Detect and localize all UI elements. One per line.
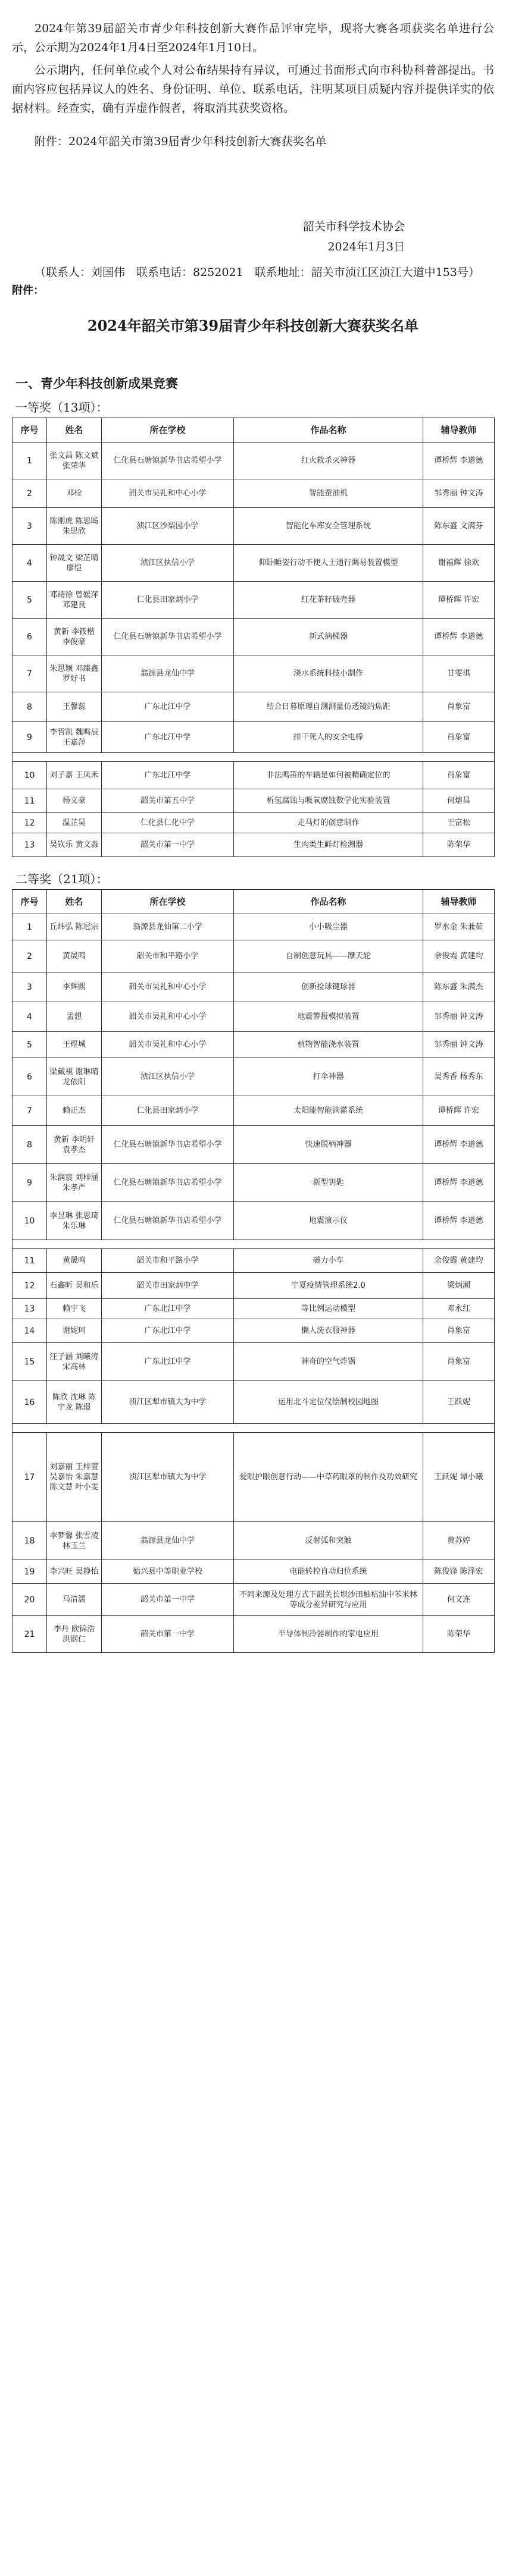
cell-no: 7 [13,655,47,692]
cell-teacher: 邹秀丽 钟文涛 [423,1002,495,1032]
cell-teacher: 肖象富 [423,762,495,789]
cell-teacher: 罗水金 朱兼茹 [423,914,495,940]
cell-school: 仁化县石塘镇新华书店希望小学 [102,1202,234,1240]
cell-teacher: 王跃妮 谭小曦 [423,1433,495,1522]
table-row [13,1164,495,1202]
cell-school: 韶关市吴礼和中心小学 [102,1032,234,1058]
table-row [13,762,495,789]
cell-work: 等比例运动模型 [234,1299,423,1319]
cell-school: 韶关市第五中学 [102,789,234,813]
table-row [13,443,495,479]
header-no: 序号 [13,890,47,914]
cell-work: 自制创意玩具——摩天轮 [234,940,423,972]
cell-work: 智能蚕油机 [234,479,423,508]
cell-work: 宇夏疫情管理系统2.0 [234,1273,423,1299]
sign-organization: 韶关市科学技术协会 [302,220,405,233]
cell-school: 韶关市和平路小学 [102,1249,234,1273]
cell-no: 7 [13,1096,47,1126]
header-name: 姓名 [47,418,102,443]
cell-work: 快速脱柄神器 [234,1126,423,1164]
cell-name: 丘炜弘 陈冠宗 [47,914,102,940]
cell-work: 神奇的空气炸锅 [234,1343,423,1381]
cell-work: 生肉类生鲜灯检测器 [234,833,423,857]
cell-school: 广东北江中学 [102,762,234,789]
table-row [13,1126,495,1164]
cell-teacher: 谭桥辉 李道德 [423,1202,495,1240]
cell-teacher: 邓永红 [423,1299,495,1319]
cell-name: 王煜城 [47,1032,102,1058]
cell-name: 黄晟鸣 [47,1249,102,1273]
cell-work: 走马灯的创意制作 [234,813,423,833]
page-break-cell [13,753,495,762]
table-row [13,1249,495,1273]
cell-name: 刘子嘉 王凤禾 [47,762,102,789]
cell-name: 李辉熙 [47,972,102,1002]
cell-teacher: 余俊霞 黄建均 [423,1249,495,1273]
table-row [13,692,495,722]
cell-teacher: 谭桥辉 李道德 [423,619,495,655]
cell-work: 结合日暮原理自测测量仿透镜的焦距 [234,692,423,722]
table-row [13,545,495,582]
cell-work: 排干死人的安全电棒 [234,722,423,753]
table-row [13,1058,495,1096]
attachment-reference: 附件：2024年韶关市第39届青少年科技创新大赛获奖名单 [35,135,327,148]
cell-name: 孟想 [47,1002,102,1032]
notice-paragraph-1: 2024年第39届韶关市青少年科技创新大赛作品评审完毕，现将大赛各项获奖名单进行公示，公示期为2024年1月4日至2024年1月10日。 [12,22,494,54]
page-break-cell [13,1240,495,1249]
cell-school: 仁化县石塘镇新华书店希望小学 [102,1126,234,1164]
cell-work: 仰卧睡姿行动不便人士通行调易装置模型 [234,545,423,582]
cell-name: 马清濡 [47,1584,102,1616]
cell-teacher: 谭桥辉 许宏 [423,582,495,619]
cell-name: 温芷昊 [47,813,102,833]
cell-no: 3 [13,508,47,545]
first-prize-title: 一等奖（13项）： [15,400,108,415]
header-work: 作品名称 [234,890,423,914]
table-row [13,508,495,545]
cell-name: 谢妮珂 [47,1319,102,1343]
first-prize-rows [13,443,495,857]
cell-school: 广东北江中学 [102,722,234,753]
cell-work: 智能化车库安全管理系统 [234,508,423,545]
cell-name: 黄晟鸣 [47,940,102,972]
table-header-row [13,418,495,443]
cell-no: 2 [13,479,47,508]
cell-school: 翁源县龙仙中学 [102,655,234,692]
cell-teacher: 陈俊锋 陈泽宏 [423,1560,495,1584]
cell-school: 仁化县石塘镇新华书店希望小学 [102,443,234,479]
header-teacher: 辅导教师 [423,890,495,914]
cell-teacher: 余俊霞 黄建均 [423,940,495,972]
table-page-break [13,1240,495,1249]
table-row [13,1002,495,1032]
cell-work: 红火救杀灭神器 [234,443,423,479]
cell-teacher: 何熔昌 [423,789,495,813]
cell-school: 仁化县田家炳小学 [102,582,234,619]
cell-teacher: 谭桥辉 许宏 [423,1096,495,1126]
table-row [13,1273,495,1299]
cell-name: 李梦馨 张雪凌 林玉兰 [47,1522,102,1560]
table-row [13,479,495,508]
table-row [13,1032,495,1058]
table-row [13,940,495,972]
cell-school: 仁化县石塘镇新华书店希望小学 [102,619,234,655]
cell-school: 韶关市第一中学 [102,833,234,857]
cell-name: 黄新 李明轩 袁孝杰 [47,1126,102,1164]
cell-teacher: 陈东盛 文满芬 [423,508,495,545]
page-break-cell [13,1424,495,1433]
cell-school: 仁化县田家炳小学 [102,1096,234,1126]
cell-name: 李兴旺 吴静怡 [47,1560,102,1584]
cell-teacher: 梁炳潮 [423,1273,495,1299]
cell-work: 半导体制冷器制作的家电应用 [234,1616,423,1653]
cell-teacher: 谢福辉 徐欢 [423,545,495,582]
cell-school: 韶关市田家炳中学 [102,1273,234,1299]
cell-teacher: 陈东盛 朱满杰 [423,972,495,1002]
cell-name: 陈刚虎 陈思旸 朱思欣 [47,508,102,545]
header-work: 作品名称 [234,418,423,443]
table-row [13,1616,495,1653]
cell-teacher: 肖象富 [423,1319,495,1343]
cell-work: 创新捡球键球器 [234,972,423,1002]
header-no: 序号 [13,418,47,443]
cell-no: 21 [13,1616,47,1653]
table-row [13,789,495,813]
cell-school: 翁源县龙仙中学 [102,1522,234,1560]
cell-work: 新式摘梯器 [234,619,423,655]
cell-teacher: 肖象富 [423,722,495,753]
cell-work: 浇水系统科技小制作 [234,655,423,692]
notice-body [12,19,494,118]
cell-school: 韶关市第一中学 [102,1584,234,1616]
cell-no: 1 [13,914,47,940]
cell-work: 新型钥匙 [234,1164,423,1202]
table-row [13,1560,495,1584]
table-row [13,813,495,833]
cell-teacher: 陈荣华 [423,1616,495,1653]
cell-name: 杨义豪 [47,789,102,813]
cell-school: 广东北江中学 [102,1343,234,1381]
main-title: 2024年韶关市第39届青少年科技创新大赛获奖名单 [87,317,419,334]
cell-school: 广东北江中学 [102,692,234,722]
cell-teacher: 邹秀丽 钟文涛 [423,1032,495,1058]
cell-no: 5 [13,1032,47,1058]
cell-no: 5 [13,582,47,619]
cell-work: 小小吸尘器 [234,914,423,940]
cell-no: 4 [13,1002,47,1032]
cell-school: 浈江区犁市镇大为中学 [102,1381,234,1424]
cell-no: 8 [13,1126,47,1164]
cell-work: 非法鸣笛的车辆是如何被精确定位的 [234,762,423,789]
cell-no: 13 [13,1299,47,1319]
cell-name: 李昱琳 张思琦 朱乐琳 [47,1202,102,1240]
table-row [13,619,495,655]
cell-school: 浈江区执信小学 [102,545,234,582]
cell-name: 刘嘉丽 王梓萱 吴嘉怡 朱嘉慧 陈文慧 叶小雯 [47,1433,102,1522]
cell-no: 17 [13,1433,47,1522]
cell-name: 石鑫昕 吴和乐 [47,1273,102,1299]
cell-no: 2 [13,940,47,972]
cell-no: 20 [13,1584,47,1616]
second-prize-title: 二等奖（21项）： [15,872,108,886]
cell-no: 12 [13,1273,47,1299]
table-row [13,1319,495,1343]
cell-name: 赖正杰 [47,1096,102,1126]
cell-no: 18 [13,1522,47,1560]
notice-paragraph-2: 公示期内，任何单位或个人对公布结果持有异议，可通过书面形式向市科协科普部提出。书面内容应包括异议人的姓名、身份证明、单位、联系电话，注明某项目质疑内容并提供详实的依据材料。经查实，确有弄虚作假者，将取消其获奖资格。 [12,64,494,115]
cell-school: 韶关市吴礼和中心小学 [102,479,234,508]
cell-school: 广东北江中学 [102,1299,234,1319]
cell-teacher: 何文连 [423,1584,495,1616]
cell-work: 地震演示仪 [234,1202,423,1240]
cell-name: 邓靖徐 曾媛萍 邓建良 [47,582,102,619]
cell-work: 电能转控自动归位系统 [234,1560,423,1584]
cell-teacher: 肖象富 [423,692,495,722]
cell-no: 4 [13,545,47,582]
cell-school: 仁化县石塘镇新华书店希望小学 [102,1164,234,1202]
cell-teacher: 王富松 [423,813,495,833]
cell-school: 浈江区执信小学 [102,1058,234,1096]
table-header-row [13,890,495,914]
first-prize-table [12,418,495,857]
cell-teacher: 谭桥辉 李道德 [423,1164,495,1202]
cell-school: 韶关市第一中学 [102,1616,234,1653]
cell-no: 11 [13,789,47,813]
cell-teacher: 甘雯琪 [423,655,495,692]
contact-info: （联系人：刘国伟 联系电话：8252021 联系地址：韶关市浈江区浈江大道中153号） [35,266,480,279]
cell-teacher: 谭桥辉 李道德 [423,443,495,479]
cell-teacher: 王跃妮 [423,1381,495,1424]
cell-work: 反射弧和突触 [234,1522,423,1560]
cell-school: 韶关市和平路小学 [102,940,234,972]
cell-no: 19 [13,1560,47,1584]
cell-name: 朱思颖 邓臻鑫 罗好书 [47,655,102,692]
cell-school: 广东北江中学 [102,1319,234,1343]
cell-name: 王馨蕊 [47,692,102,722]
table-page-break [13,1424,495,1433]
cell-work: 磁力小车 [234,1249,423,1273]
table-row [13,1299,495,1319]
cell-school: 韶关市吴礼和中心小学 [102,1002,234,1032]
cell-school: 浈江区沙梨园小学 [102,508,234,545]
table-row [13,1202,495,1240]
section-title: 一、青少年科技创新成果竞赛 [15,376,178,391]
cell-school: 浈江区犁市镇大为中学 [102,1433,234,1522]
table-row [13,1522,495,1560]
header-school: 所在学校 [102,890,234,914]
table-row [13,833,495,857]
sign-date: 2024年1月3日 [327,240,405,253]
cell-no: 10 [13,1202,47,1240]
table-row [13,1381,495,1424]
header-teacher: 辅导教师 [423,418,495,443]
table-row [13,914,495,940]
cell-no: 9 [13,1164,47,1202]
cell-no: 16 [13,1381,47,1424]
cell-no: 6 [13,619,47,655]
cell-work: 懒人洗衣服神器 [234,1319,423,1343]
table-row [13,1584,495,1616]
cell-no: 3 [13,972,47,1002]
table-row [13,1433,495,1522]
cell-no: 1 [13,443,47,479]
cell-no: 14 [13,1319,47,1343]
cell-name: 梁戴祺 谢琳晴 龙依阳 [47,1058,102,1096]
cell-work: 析氢腐蚀与吸氧腐蚀数学化实验装置 [234,789,423,813]
cell-work: 红花茶籽破壳器 [234,582,423,619]
cell-no: 12 [13,813,47,833]
cell-no: 11 [13,1249,47,1273]
cell-teacher: 肖象富 [423,1343,495,1381]
header-name: 姓名 [47,890,102,914]
cell-no: 15 [13,1343,47,1381]
cell-no: 6 [13,1058,47,1096]
cell-name: 吴钦乐 黄文淼 [47,833,102,857]
cell-work: 运用北斗定位仪绘制校园地图 [234,1381,423,1424]
cell-teacher: 吴秀香 杨秀东 [423,1058,495,1096]
cell-no: 10 [13,762,47,789]
cell-no: 13 [13,833,47,857]
header-school: 所在学校 [102,418,234,443]
table-row [13,1096,495,1126]
table-row [13,722,495,753]
table-row [13,1343,495,1381]
cell-teacher: 谭桥辉 李道德 [423,1126,495,1164]
cell-name: 李哲凯 魏鸣辰 王嘉萍 [47,722,102,753]
cell-teacher: 黄苏婷 [423,1522,495,1560]
cell-work: 打伞神器 [234,1058,423,1096]
cell-name: 李丹 欧锦浩 洪钢仁 [47,1616,102,1653]
signature-block [12,217,494,257]
cell-no: 8 [13,692,47,722]
cell-name: 朱润宸 刘梓涵 朱孝严 [47,1164,102,1202]
cell-no: 9 [13,722,47,753]
attachment-label: 附件： [12,284,44,297]
cell-name: 张文昌 陈文斌 张荣华 [47,443,102,479]
cell-work: 太阳能智能滴灌系统 [234,1096,423,1126]
page-bottom-edge [0,2572,506,2576]
table-page-break [13,753,495,762]
cell-teacher: 陈荣华 [423,833,495,857]
table-row [13,582,495,619]
cell-school: 始兴县中等职业学校 [102,1560,234,1584]
table-row [13,655,495,692]
second-prize-rows [13,914,495,1653]
second-prize-table [12,889,495,1653]
cell-school: 仁化县仁化中学 [102,813,234,833]
cell-name: 邓栓 [47,479,102,508]
cell-work: 爱眼护眼创意行动——中草药眼罩的制作及功效研究 [234,1433,423,1522]
cell-name: 赖宇飞 [47,1299,102,1319]
table-row [13,972,495,1002]
cell-work: 不同来源及处理方式下韶关长坝沙田柚桔油中苯米林等成分差异研究与应用 [234,1584,423,1616]
cell-name: 汪子涵 刘曦涛 宋高林 [47,1343,102,1381]
cell-name: 黄新 李筱楷 李俊豪 [47,619,102,655]
cell-school: 翁源县龙仙第二小学 [102,914,234,940]
cell-work: 地震警报模拟装置 [234,1002,423,1032]
cell-name: 陈欣 沈琳 陈宇龙 陈璟 [47,1381,102,1424]
cell-work: 植物智能浇水装置 [234,1032,423,1058]
cell-name: 钟晟文 梁芷晴 廖恺 [47,545,102,582]
cell-teacher: 邹秀丽 钟文涛 [423,479,495,508]
cell-school: 韶关市吴礼和中心小学 [102,972,234,1002]
